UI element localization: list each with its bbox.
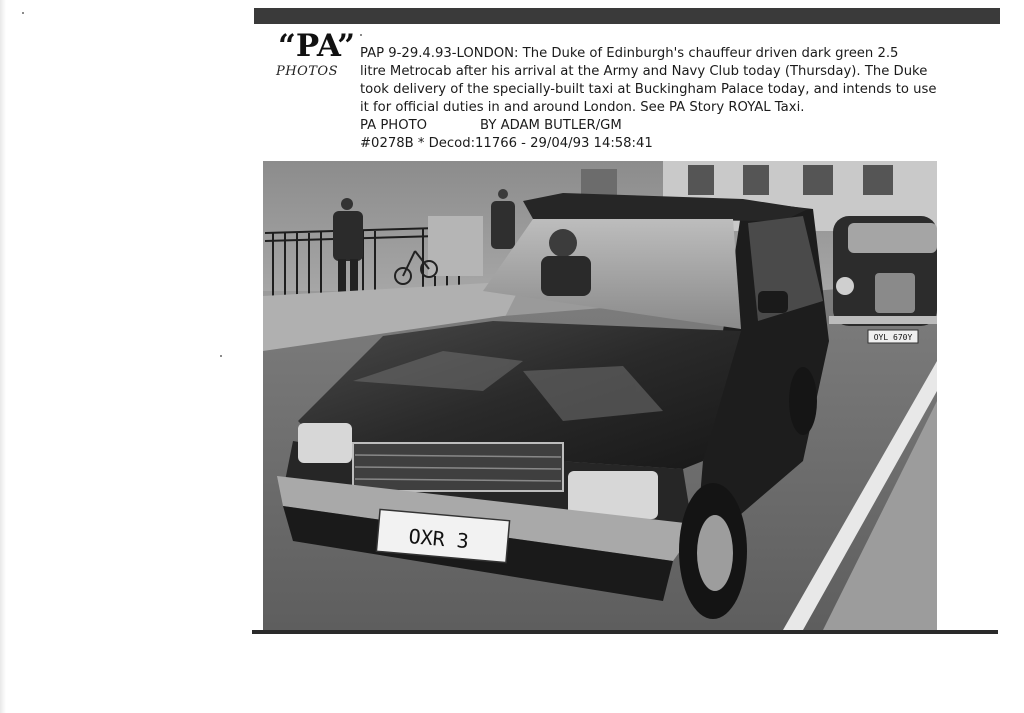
logo-subtitle: PHOTOS [276, 64, 338, 79]
front-plate-text: OXR 3 [407, 524, 470, 554]
caption-line: took delivery of the specially-built taxi at Buckingham Palace today, and intends to use [360, 82, 937, 97]
driver-head [549, 229, 577, 257]
caption-line: litre Metrocab after his arrival at the Army and Navy Club today (Thursday). The Duke [360, 64, 928, 79]
photo-credit [360, 117, 1004, 135]
paper-speck [220, 355, 222, 357]
doorway [581, 169, 617, 195]
credit-label: PA PHOTO [360, 118, 428, 133]
paper-speck [22, 12, 24, 14]
pa-photos-logo [272, 28, 356, 84]
taxi-plate-text: OYL 670Y [873, 333, 913, 342]
headlight-left [298, 423, 352, 463]
caption-line: PAP 9-29.4.93-LONDON: The Duke of Edinburgh's chauffeur driven dark green 2.5 [360, 46, 899, 61]
rear-wheel [789, 367, 817, 435]
paper-speck [360, 34, 362, 36]
header-bar [254, 8, 1000, 24]
logo-mark: “PA” [278, 28, 356, 64]
reference-line: #0278B * Decod:11766 - 29/04/93 14:58:41 [360, 136, 653, 151]
bottom-rule [252, 630, 998, 634]
driver-body [541, 256, 591, 296]
news-photograph [263, 161, 937, 630]
credit-photographer: BY ADAM BUTLER/GM [480, 118, 622, 133]
wheel-hubcap [697, 515, 733, 591]
wing-mirror [758, 291, 788, 313]
photo-caption [360, 45, 1004, 153]
paper-edge [0, 0, 6, 713]
london-taxi [829, 216, 937, 343]
caption-line: it for official duties in and around London. See PA Story ROYAL Taxi. [360, 100, 805, 115]
